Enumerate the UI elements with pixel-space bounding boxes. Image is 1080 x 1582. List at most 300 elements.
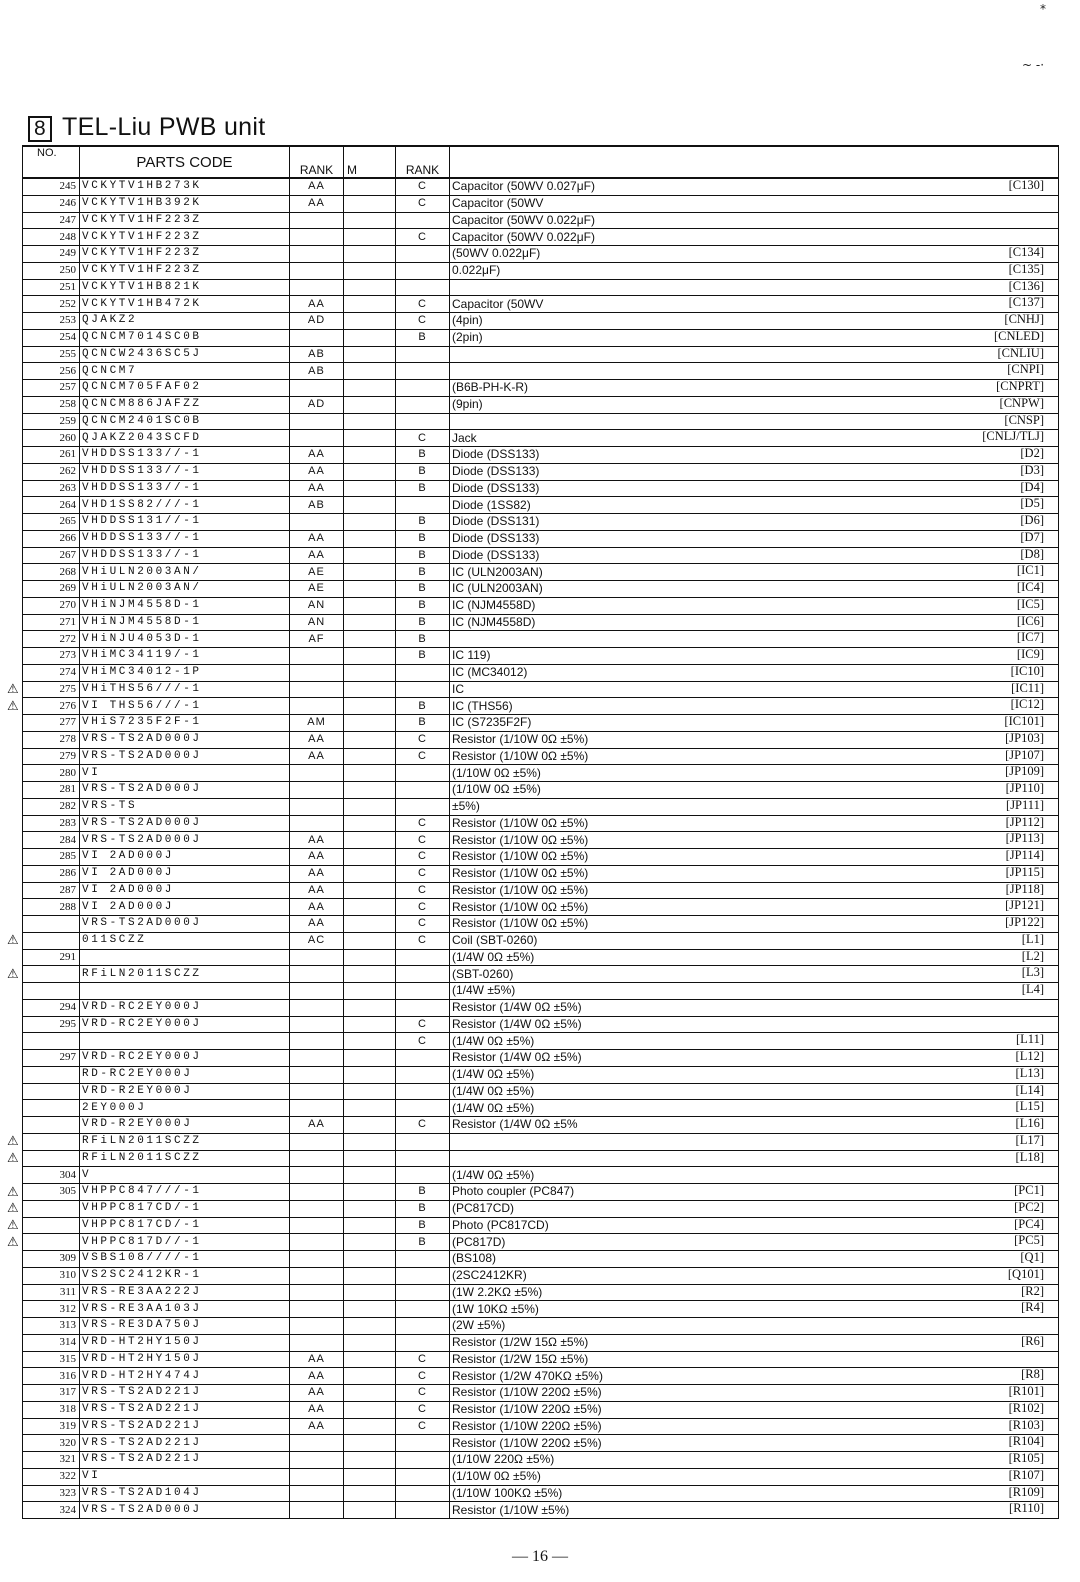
table-row bbox=[23, 932, 1059, 949]
reference-designator: [R2] bbox=[1021, 1284, 1044, 1298]
table-row bbox=[23, 1066, 1059, 1083]
rank: AA bbox=[290, 1418, 344, 1435]
rank bbox=[290, 798, 344, 815]
m-flag bbox=[344, 1184, 396, 1201]
part-number: 269 bbox=[23, 581, 80, 598]
parts-code: VRD-RC2EY000J bbox=[80, 1016, 290, 1033]
rank bbox=[290, 1485, 344, 1502]
parts-code: VHDDSS133//-1 bbox=[80, 463, 290, 480]
corner-mark-right: ~ -· bbox=[1022, 58, 1045, 72]
description bbox=[450, 1485, 1059, 1502]
description-text: (1/10W 0Ω ±5%) bbox=[452, 1469, 541, 1484]
table-row bbox=[23, 1033, 1059, 1050]
description-text: (1W 10KΩ ±5%) bbox=[452, 1301, 539, 1316]
rank: AA bbox=[290, 832, 344, 849]
rank-2: B bbox=[396, 581, 450, 598]
rank bbox=[290, 1318, 344, 1335]
rank bbox=[290, 514, 344, 531]
rank bbox=[290, 1234, 344, 1251]
rank-2 bbox=[396, 363, 450, 380]
header-rank-2: RANK bbox=[396, 146, 450, 178]
m-flag bbox=[344, 949, 396, 966]
rank-2 bbox=[396, 1083, 450, 1100]
part-number: 283 bbox=[23, 815, 80, 832]
reference-designator: [R102] bbox=[1008, 1401, 1044, 1415]
rank bbox=[290, 1301, 344, 1318]
description-text: Capacitor (50WV 0.022μF) bbox=[452, 229, 595, 244]
part-number: 256 bbox=[23, 363, 80, 380]
rank: AA bbox=[290, 547, 344, 564]
parts-code: VRD-HT2HY150J bbox=[80, 1351, 290, 1368]
rank-2: C bbox=[396, 313, 450, 330]
table-row bbox=[23, 698, 1059, 715]
m-flag bbox=[344, 346, 396, 363]
rank: AA bbox=[290, 1351, 344, 1368]
description bbox=[450, 1435, 1059, 1452]
rank-2 bbox=[396, 1502, 450, 1519]
part-number: 319 bbox=[23, 1418, 80, 1435]
table-row bbox=[23, 212, 1059, 229]
header-description bbox=[450, 146, 1059, 178]
rank bbox=[290, 1200, 344, 1217]
part-number bbox=[23, 1033, 80, 1050]
description-text: Capacitor (50WV 0.027μF) bbox=[452, 179, 595, 194]
rank: AA bbox=[290, 916, 344, 933]
table-row bbox=[23, 346, 1059, 363]
description bbox=[450, 782, 1059, 799]
description-text: (1/10W 100KΩ ±5%) bbox=[452, 1485, 563, 1500]
parts-code: RFiLN2011SCZZ bbox=[80, 966, 290, 983]
reference-designator: [IC5] bbox=[1016, 597, 1044, 611]
rank bbox=[290, 262, 344, 279]
rank: AA bbox=[290, 480, 344, 497]
rank bbox=[290, 212, 344, 229]
part-number: 321 bbox=[23, 1452, 80, 1469]
reference-designator: [D6] bbox=[1020, 513, 1044, 527]
description bbox=[450, 229, 1059, 246]
table-row bbox=[23, 664, 1059, 681]
rank: AA bbox=[290, 1368, 344, 1385]
rank bbox=[290, 1435, 344, 1452]
description-text: Jack bbox=[452, 430, 477, 445]
rank-2 bbox=[396, 1167, 450, 1184]
reference-designator: [L18] bbox=[1015, 1150, 1044, 1164]
m-flag bbox=[344, 1401, 396, 1418]
reference-designator: [R4] bbox=[1021, 1300, 1044, 1315]
table-row bbox=[23, 480, 1059, 497]
reference-designator: [IC7] bbox=[1016, 630, 1044, 645]
safety-warning-icon: ⚠ bbox=[7, 1233, 19, 1249]
safety-warning-icon: ⚠ bbox=[7, 697, 19, 713]
description-text: Resistor (1/4W 0Ω ±5%) bbox=[452, 1000, 582, 1015]
parts-code: VCKYTV1HF223Z bbox=[80, 229, 290, 246]
rank-2 bbox=[396, 396, 450, 413]
rank bbox=[290, 1468, 344, 1485]
reference-designator: [R103] bbox=[1008, 1418, 1044, 1432]
part-number: 271 bbox=[23, 614, 80, 631]
parts-code: RFiLN2011SCZZ bbox=[80, 1133, 290, 1150]
description-text: IC 119) bbox=[452, 648, 491, 663]
rank-2 bbox=[396, 1267, 450, 1284]
rank bbox=[290, 782, 344, 799]
rank bbox=[290, 1033, 344, 1050]
rank: AA bbox=[290, 530, 344, 547]
table-row bbox=[23, 229, 1059, 246]
description bbox=[450, 396, 1059, 413]
reference-designator: [Q101] bbox=[1007, 1267, 1044, 1281]
table-row bbox=[23, 514, 1059, 531]
table-row bbox=[23, 1083, 1059, 1100]
reference-designator: [JP122] bbox=[1005, 915, 1044, 929]
rank-2: C bbox=[396, 882, 450, 899]
parts-code: VCKYTV1HF223Z bbox=[80, 212, 290, 229]
part-number: 261 bbox=[23, 447, 80, 464]
rank-2 bbox=[396, 1334, 450, 1351]
m-flag bbox=[344, 1368, 396, 1385]
parts-code: VHPPC817D//-1 bbox=[80, 1234, 290, 1251]
description bbox=[450, 597, 1059, 614]
parts-code: 2EY000J bbox=[80, 1100, 290, 1117]
reference-designator: [D7] bbox=[1020, 530, 1044, 544]
description-text: Diode (DSS133) bbox=[452, 447, 540, 462]
rank-2 bbox=[396, 1150, 450, 1167]
rank bbox=[290, 1284, 344, 1301]
rank-2 bbox=[396, 413, 450, 430]
description-text: Resistor (1/10W 0Ω ±5%) bbox=[452, 748, 589, 763]
rank: AA bbox=[290, 296, 344, 313]
m-flag bbox=[344, 681, 396, 698]
table-row bbox=[23, 246, 1059, 263]
rank: AC bbox=[290, 932, 344, 949]
reference-designator: [JP114] bbox=[1005, 848, 1044, 862]
part-number: 324 bbox=[23, 1502, 80, 1519]
reference-designator: [JP121] bbox=[1005, 898, 1044, 913]
rank-2 bbox=[396, 262, 450, 279]
part-number bbox=[23, 1083, 80, 1100]
m-flag bbox=[344, 1452, 396, 1469]
rank-2: C bbox=[396, 1351, 450, 1368]
m-flag bbox=[344, 1502, 396, 1519]
description-text: (2pin) bbox=[452, 330, 483, 345]
part-number: 265 bbox=[23, 514, 80, 531]
description bbox=[450, 715, 1059, 732]
rank-2 bbox=[396, 966, 450, 983]
rank-2: B bbox=[396, 1184, 450, 1201]
table-row bbox=[23, 1368, 1059, 1385]
description-text: (2SC2412KR) bbox=[452, 1268, 527, 1283]
description bbox=[450, 1066, 1059, 1083]
safety-warning-icon: ⚠ bbox=[7, 1183, 19, 1199]
description bbox=[450, 865, 1059, 882]
rank bbox=[290, 1452, 344, 1469]
parts-code bbox=[80, 1033, 290, 1050]
parts-code: VRS-TS2AD221J bbox=[80, 1452, 290, 1469]
part-number bbox=[23, 1217, 80, 1234]
table-row bbox=[23, 949, 1059, 966]
description-text: Diode (DSS133) bbox=[452, 464, 540, 479]
table-row bbox=[23, 1401, 1059, 1418]
rank bbox=[290, 1100, 344, 1117]
part-number bbox=[23, 1133, 80, 1150]
reference-designator: [D2] bbox=[1020, 446, 1044, 460]
rank: AB bbox=[290, 363, 344, 380]
m-flag bbox=[344, 899, 396, 916]
header-rank: RANK bbox=[290, 146, 344, 178]
description-text: Coil (SBT-0260) bbox=[452, 933, 538, 948]
part-number: 270 bbox=[23, 597, 80, 614]
parts-code: VS2SC2412KR-1 bbox=[80, 1267, 290, 1284]
description-text: Resistor (1/10W 0Ω ±5%) bbox=[452, 815, 589, 830]
m-flag bbox=[344, 597, 396, 614]
description-text: (1/10W 220Ω ±5%) bbox=[452, 1452, 555, 1467]
rank-2 bbox=[396, 765, 450, 782]
m-flag bbox=[344, 564, 396, 581]
parts-code: VRS-TS bbox=[80, 798, 290, 815]
part-number: 297 bbox=[23, 1050, 80, 1067]
m-flag bbox=[344, 882, 396, 899]
description bbox=[450, 1452, 1059, 1469]
part-number: 259 bbox=[23, 413, 80, 430]
reference-designator: [JP107] bbox=[1005, 748, 1044, 762]
part-number: 250 bbox=[23, 262, 80, 279]
table-row bbox=[23, 715, 1059, 732]
description bbox=[450, 1167, 1059, 1184]
reference-designator: [L3] bbox=[1021, 965, 1044, 980]
part-number: 316 bbox=[23, 1368, 80, 1385]
rank: AN bbox=[290, 614, 344, 631]
section-title-text: TEL-Liu PWB unit bbox=[62, 113, 266, 141]
description bbox=[450, 581, 1059, 598]
part-number bbox=[23, 1150, 80, 1167]
m-flag bbox=[344, 999, 396, 1016]
m-flag bbox=[344, 1485, 396, 1502]
parts-code: VRD-RC2EY000J bbox=[80, 999, 290, 1016]
description-text: Capacitor (50WV bbox=[452, 296, 544, 311]
reference-designator: [CNPI] bbox=[1007, 362, 1044, 377]
safety-warning-icon: ⚠ bbox=[7, 1200, 19, 1216]
part-number: 264 bbox=[23, 497, 80, 514]
description-text: Resistor (1/10W 0Ω ±5%) bbox=[452, 849, 589, 864]
reference-designator: [D5] bbox=[1020, 496, 1044, 511]
description bbox=[450, 246, 1059, 263]
description bbox=[450, 262, 1059, 279]
m-flag bbox=[344, 815, 396, 832]
reference-designator: [JP110] bbox=[1005, 781, 1044, 795]
part-number: 258 bbox=[23, 396, 80, 413]
rank-2: B bbox=[396, 547, 450, 564]
description-text: IC (NJM4558D) bbox=[452, 614, 536, 629]
parts-code: VHDDSS133//-1 bbox=[80, 480, 290, 497]
parts-code: VRS-RE3AA222J bbox=[80, 1284, 290, 1301]
rank-2 bbox=[396, 798, 450, 815]
description-text: (B6B-PH-K-R) bbox=[452, 380, 529, 395]
reference-designator: [L11] bbox=[1016, 1032, 1044, 1047]
rank-2: C bbox=[396, 1368, 450, 1385]
rank-2 bbox=[396, 497, 450, 514]
rank-2: C bbox=[396, 178, 450, 195]
m-flag bbox=[344, 1435, 396, 1452]
description-text: Resistor (1/10W 0Ω ±5%) bbox=[452, 916, 589, 931]
m-flag bbox=[344, 1016, 396, 1033]
parts-code: RD-RC2EY000J bbox=[80, 1066, 290, 1083]
description-text: Resistor (1/4W 0Ω ±5%) bbox=[452, 1016, 582, 1031]
description bbox=[450, 748, 1059, 765]
table-row bbox=[23, 748, 1059, 765]
part-number: 247 bbox=[23, 212, 80, 229]
rank: AB bbox=[290, 346, 344, 363]
parts-code: VHiTHS56///-1 bbox=[80, 681, 290, 698]
rank-2: C bbox=[396, 296, 450, 313]
section-number-box: 8 bbox=[28, 116, 52, 142]
description-text: (2W ±5%) bbox=[452, 1318, 506, 1333]
description bbox=[450, 1083, 1059, 1100]
m-flag bbox=[344, 530, 396, 547]
table-row bbox=[23, 1284, 1059, 1301]
description-text: Resistor (1/4W 0Ω ±5% bbox=[452, 1117, 578, 1132]
description bbox=[450, 296, 1059, 313]
table-row bbox=[23, 681, 1059, 698]
description bbox=[450, 983, 1059, 1000]
parts-code: VHD1SS82///-1 bbox=[80, 497, 290, 514]
table-row bbox=[23, 413, 1059, 430]
rank-2: C bbox=[396, 899, 450, 916]
header-parts-code: PARTS CODE bbox=[80, 146, 290, 178]
reference-designator: [L17] bbox=[1015, 1133, 1044, 1147]
reference-designator: [JP109] bbox=[1005, 764, 1044, 779]
parts-code: VRS-TS2AD000J bbox=[80, 832, 290, 849]
description-text: (1W 2.2KΩ ±5%) bbox=[452, 1284, 543, 1299]
reference-designator: [R101] bbox=[1008, 1384, 1044, 1398]
parts-code: VHDDSS133//-1 bbox=[80, 447, 290, 464]
description-text: (1/10W 0Ω ±5%) bbox=[452, 782, 541, 797]
rank-2: C bbox=[396, 865, 450, 882]
reference-designator: [PC1] bbox=[1014, 1183, 1044, 1197]
rank-2 bbox=[396, 279, 450, 296]
reference-designator: [R109] bbox=[1008, 1485, 1044, 1499]
rank bbox=[290, 1066, 344, 1083]
m-flag bbox=[344, 1167, 396, 1184]
description-text: (1/4W 0Ω ±5%) bbox=[452, 1167, 535, 1182]
reference-designator: [R8] bbox=[1021, 1367, 1044, 1382]
description-text: Resistor (1/10W 220Ω ±5%) bbox=[452, 1418, 602, 1433]
part-number: 294 bbox=[23, 999, 80, 1016]
parts-code: VHiULN2003AN/ bbox=[80, 581, 290, 598]
parts-code: VI THS56///-1 bbox=[80, 698, 290, 715]
description bbox=[450, 497, 1059, 514]
part-number: 280 bbox=[23, 765, 80, 782]
rank-2: B bbox=[396, 698, 450, 715]
part-number: 254 bbox=[23, 329, 80, 346]
rank-2 bbox=[396, 1485, 450, 1502]
rank-2: B bbox=[396, 530, 450, 547]
rank: AA bbox=[290, 865, 344, 882]
table-row bbox=[23, 1167, 1059, 1184]
table-row bbox=[23, 849, 1059, 866]
rank bbox=[290, 983, 344, 1000]
rank-2: C bbox=[396, 815, 450, 832]
description-text: Resistor (1/2W 470KΩ ±5%) bbox=[452, 1368, 603, 1383]
rank bbox=[290, 1267, 344, 1284]
parts-code: VHPPC817CD/-1 bbox=[80, 1217, 290, 1234]
rank bbox=[290, 1016, 344, 1033]
rank-2 bbox=[396, 949, 450, 966]
safety-warning-icon: ⚠ bbox=[7, 965, 19, 981]
description bbox=[450, 1368, 1059, 1385]
rank-2: B bbox=[396, 564, 450, 581]
description bbox=[450, 430, 1059, 447]
m-flag bbox=[344, 463, 396, 480]
description-text: (1/4W 0Ω ±5%) bbox=[452, 1067, 535, 1082]
rank-2 bbox=[396, 1435, 450, 1452]
description bbox=[450, 765, 1059, 782]
m-flag bbox=[344, 195, 396, 212]
description bbox=[450, 1217, 1059, 1234]
rank-2: B bbox=[396, 648, 450, 665]
table-row bbox=[23, 463, 1059, 480]
table-row bbox=[23, 1318, 1059, 1335]
description-text: (BS108) bbox=[452, 1251, 497, 1266]
description bbox=[450, 346, 1059, 363]
description-text: Resistor (1/10W 0Ω ±5%) bbox=[452, 732, 589, 747]
description bbox=[450, 1318, 1059, 1335]
description-text: Resistor (1/10W 220Ω ±5%) bbox=[452, 1402, 602, 1417]
table-row bbox=[23, 530, 1059, 547]
table-row bbox=[23, 1452, 1059, 1469]
part-number: 279 bbox=[23, 748, 80, 765]
parts-code: VHiULN2003AN/ bbox=[80, 564, 290, 581]
parts-code: VRS-TS2AD221J bbox=[80, 1401, 290, 1418]
description bbox=[450, 1267, 1059, 1284]
description-text: (1/4W 0Ω ±5%) bbox=[452, 1100, 535, 1115]
rank-2 bbox=[396, 1050, 450, 1067]
m-flag bbox=[344, 313, 396, 330]
part-number: 267 bbox=[23, 547, 80, 564]
rank bbox=[290, 279, 344, 296]
table-row bbox=[23, 1016, 1059, 1033]
m-flag bbox=[344, 748, 396, 765]
m-flag bbox=[344, 212, 396, 229]
parts-code: RFiLN2011SCZZ bbox=[80, 1150, 290, 1167]
part-number: 311 bbox=[23, 1284, 80, 1301]
header-no: NO. bbox=[23, 146, 80, 178]
description-text: Resistor (1/2W 15Ω ±5%) bbox=[452, 1351, 589, 1366]
rank: AE bbox=[290, 581, 344, 598]
description bbox=[450, 1050, 1059, 1067]
parts-code: QJAKZ2 bbox=[80, 313, 290, 330]
rank bbox=[290, 999, 344, 1016]
m-flag bbox=[344, 229, 396, 246]
parts-code: VRS-RE3AA103J bbox=[80, 1301, 290, 1318]
description-text: (PC817D) bbox=[452, 1234, 506, 1249]
table-row bbox=[23, 430, 1059, 447]
description bbox=[450, 932, 1059, 949]
rank-2: C bbox=[396, 849, 450, 866]
rank: AA bbox=[290, 899, 344, 916]
parts-code: VRD-HT2HY150J bbox=[80, 1334, 290, 1351]
parts-code bbox=[80, 983, 290, 1000]
description-text: Capacitor (50WV bbox=[452, 196, 544, 211]
parts-code: VHiMC34119/-1 bbox=[80, 648, 290, 665]
reference-designator: [L16] bbox=[1015, 1116, 1044, 1130]
parts-code: VHDDSS131//-1 bbox=[80, 514, 290, 531]
rank-2 bbox=[396, 1318, 450, 1335]
reference-designator: [L13] bbox=[1015, 1066, 1044, 1080]
parts-code: VRS-TS2AD221J bbox=[80, 1435, 290, 1452]
parts-code: VRS-TS2AD000J bbox=[80, 1502, 290, 1519]
m-flag bbox=[344, 1150, 396, 1167]
rank: AA bbox=[290, 849, 344, 866]
part-number bbox=[23, 932, 80, 949]
